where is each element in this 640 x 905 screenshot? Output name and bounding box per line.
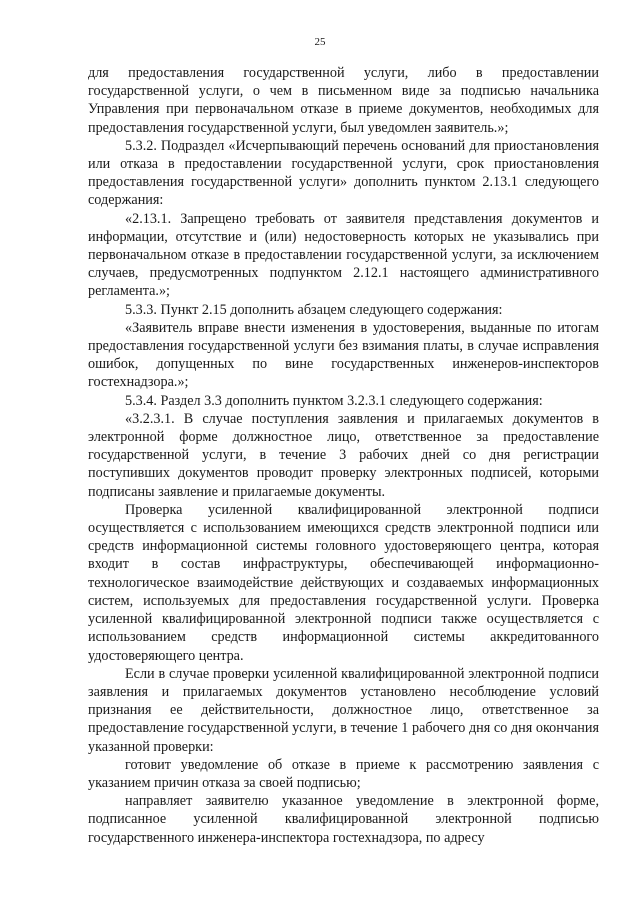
paragraph-continuation: для предоставления государственной услуги, либо в предоставлении государственной услуги, о чем в письменном виде за подписью начальника Управления при первоначальном отказе в приеме документов, необходимых для предоставления государственной услуги, был уведомлен заявитель.»; (88, 65, 599, 136)
paragraph-5-3-4: 5.3.4. Раздел 3.3 дополнить пунктом 3.2.3.1 следующего содержания: (125, 392, 543, 409)
paragraph-3-2-3-1: «3.2.3.1. В случае поступления заявления и прилагаемых документов в электронной форме должностное лицо, ответственное за предоставление государственной услуги, в течение 3 рабочих дней со дня регистрации поступивших документов проводит проверку электронных подписей, которыми подписаны заявление и прилагаемые документы. (88, 410, 599, 500)
paragraph-signature-check: Проверка усиленной квалифицированной электронной подписи осуществляется с использованием имеющихся средств электронной подписи или средств информационной системы головного удостоверяющего центра, которая входит в состав инфраструктуры, обеспечивающей информационно-технологическое взаимодействие действующих и создаваемых информационных систем, используемых для предоставления государственной услуги. Проверка усиленной квалифицированной электронной подписи также осуществляется с использованием средств информационной системы аккредитованного удостоверяющего центра. (88, 501, 599, 664)
paragraph-2-15-addition: «Заявитель вправе внести изменения в удостоверения, выданные по итогам предоставления государственной услуги без взимания платы, в случае исправления ошибок, допущенных по вине государственных инженеров-инспекторов гостехнадзора.»; (88, 319, 599, 391)
paragraph-check-failure: Если в случае проверки усиленной квалифицированной электронной подписи заявления и прилагаемых документов установлено несоблюдение условий признания ее действительности, должностное лицо, ответственное за предоставление государственной услуги, в течение 1 рабочего дня со дня окончания указанной проверки: (88, 665, 599, 755)
page-number: 25 (314, 36, 326, 48)
paragraph-5-3-3: 5.3.3. Пункт 2.15 дополнить абзацем следующего содержания: (125, 301, 503, 318)
paragraph-5-3-2: 5.3.2. Подраздел «Исчерпывающий перечень оснований для приостановления или отказа в предоставлении государственной услуги, срок приостановления предоставления государственной услуги» дополнить пунктом 2.13.1 следующего содержания: (88, 137, 599, 209)
document-body (88, 64, 599, 847)
paragraph-2-13-1: «2.13.1. Запрещено требовать от заявителя представления документов и информации, отсутствие и (или) недостоверность которых не указывались при первоначальном отказе в предоставлении государственной услуги, за исключением случаев, предусмотренных подпунктом 2.12.1 настоящего административного регламента.»; (88, 210, 599, 300)
paragraph-send-notice: направляет заявителю указанное уведомление в электронной форме, подписанное усиленной квалифицированной электронной подписью государственного инженера-инспектора гостехнадзора, по адресу (88, 793, 599, 846)
paragraph-prepare-notice: готовит уведомление об отказе в приеме к рассмотрению заявления с указанием причин отказа за своей подписью; (88, 756, 599, 791)
